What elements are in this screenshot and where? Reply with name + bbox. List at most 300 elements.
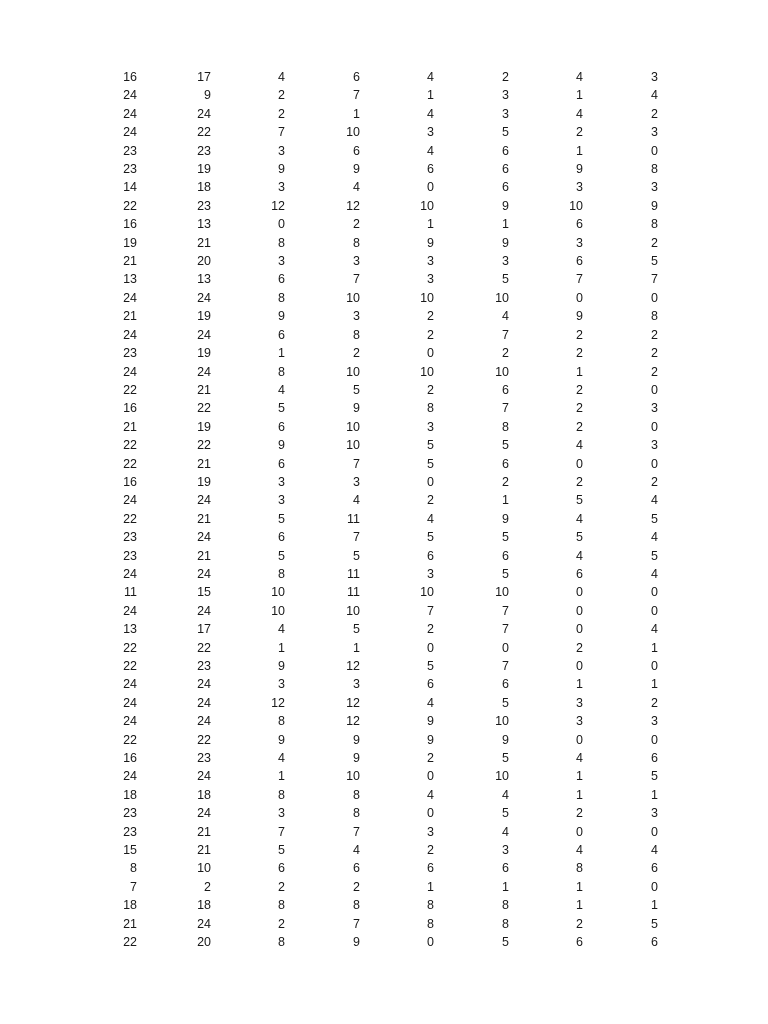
table-row xyxy=(97,473,658,491)
table-cell: 22 xyxy=(123,732,137,747)
table-cell: 8 xyxy=(427,916,434,931)
table-cell: 19 xyxy=(123,235,137,250)
table-row xyxy=(97,786,658,804)
table-cell: 3 xyxy=(353,677,360,692)
table-cell: 3 xyxy=(651,438,658,453)
table-cell: 2 xyxy=(502,70,509,84)
table-cell: 24 xyxy=(197,327,211,342)
table-row xyxy=(97,620,658,638)
table-cell: 22 xyxy=(197,732,211,747)
table-row xyxy=(97,436,658,454)
table-cell: 5 xyxy=(502,566,509,581)
table-cell: 2 xyxy=(204,879,211,894)
table-cell: 9 xyxy=(502,511,509,526)
table-cell: 5 xyxy=(651,511,658,526)
table-cell: 0 xyxy=(576,659,583,673)
table-cell: 3 xyxy=(651,180,658,195)
table-cell: 4 xyxy=(576,843,583,858)
table-cell: 3 xyxy=(427,419,434,434)
table-cell: 24 xyxy=(197,603,211,618)
table-cell: 4 xyxy=(576,70,583,84)
table-cell: 2 xyxy=(502,346,509,361)
table-cell: 9 xyxy=(427,732,434,747)
table-cell: 22 xyxy=(123,456,137,471)
table-cell: 22 xyxy=(123,511,137,526)
table-row xyxy=(97,933,658,951)
table-cell: 1 xyxy=(353,106,360,121)
table-row xyxy=(97,804,658,822)
table-cell: 6 xyxy=(576,935,583,950)
table-cell: 0 xyxy=(427,806,434,821)
table-cell: 24 xyxy=(197,769,211,784)
table-cell: 9 xyxy=(427,714,434,729)
table-cell: 3 xyxy=(576,714,583,729)
table-cell: 3 xyxy=(576,695,583,710)
table-cell: 7 xyxy=(353,456,360,471)
table-cell: 22 xyxy=(123,640,137,655)
table-cell: 3 xyxy=(576,235,583,250)
table-row xyxy=(97,381,658,399)
table-cell: 5 xyxy=(576,493,583,508)
table-cell: 9 xyxy=(278,732,285,747)
table-cell: 1 xyxy=(576,898,583,913)
table-cell: 6 xyxy=(502,382,509,397)
table-cell: 3 xyxy=(576,180,583,195)
table-cell: 10 xyxy=(346,125,360,140)
table-cell: 21 xyxy=(197,824,211,839)
table-cell: 8 xyxy=(427,401,434,416)
table-cell: 1 xyxy=(502,217,509,232)
table-cell: 10 xyxy=(271,603,285,618)
table-cell: 4 xyxy=(427,511,434,526)
table-cell: 24 xyxy=(123,88,137,103)
table-cell: 3 xyxy=(502,254,509,269)
table-cell: 11 xyxy=(347,585,360,600)
table-cell: 6 xyxy=(353,143,360,158)
table-row xyxy=(97,215,658,233)
table-cell: 2 xyxy=(651,106,658,121)
table-cell: 4 xyxy=(353,180,360,195)
table-row xyxy=(97,326,658,344)
table-cell: 1 xyxy=(651,898,658,913)
table-cell: 7 xyxy=(502,327,509,342)
table-cell: 12 xyxy=(346,659,360,673)
table-cell: 8 xyxy=(651,217,658,232)
table-cell: 2 xyxy=(651,474,658,489)
table-cell: 2 xyxy=(427,493,434,508)
table-row xyxy=(97,639,658,657)
table-cell: 20 xyxy=(197,935,211,950)
table-cell: 1 xyxy=(502,879,509,894)
table-cell: 7 xyxy=(502,622,509,637)
table-cell: 17 xyxy=(197,622,211,637)
table-cell: 9 xyxy=(576,162,583,177)
table-cell: 8 xyxy=(651,309,658,324)
table-cell: 3 xyxy=(353,309,360,324)
table-cell: 5 xyxy=(651,548,658,563)
table-cell: 10 xyxy=(495,769,509,784)
table-row xyxy=(97,915,658,933)
table-cell: 0 xyxy=(427,935,434,950)
table-cell: 23 xyxy=(123,806,137,821)
table-cell: 10 xyxy=(346,603,360,618)
table-cell: 21 xyxy=(197,235,211,250)
table-cell: 3 xyxy=(651,70,658,84)
table-cell: 10 xyxy=(420,364,434,379)
table-cell: 0 xyxy=(576,603,583,618)
table-cell: 6 xyxy=(502,180,509,195)
table-cell: 10 xyxy=(346,769,360,784)
table-row xyxy=(97,878,658,896)
table-row xyxy=(97,767,658,785)
table-cell: 8 xyxy=(427,898,434,913)
table-cell: 6 xyxy=(427,861,434,876)
table-cell: 1 xyxy=(576,879,583,894)
table-cell: 2 xyxy=(427,327,434,342)
table-cell: 14 xyxy=(123,180,137,195)
table-cell: 21 xyxy=(123,309,137,324)
table-cell: 23 xyxy=(197,198,211,213)
table-cell: 10 xyxy=(495,714,509,729)
table-cell: 2 xyxy=(576,125,583,140)
table-cell: 6 xyxy=(353,70,360,84)
table-cell: 8 xyxy=(278,714,285,729)
table-cell: 6 xyxy=(502,861,509,876)
table-cell: 5 xyxy=(502,751,509,766)
table-cell: 22 xyxy=(123,198,137,213)
table-cell: 13 xyxy=(197,272,211,287)
table-cell: 7 xyxy=(353,272,360,287)
table-cell: 7 xyxy=(353,824,360,839)
table-cell: 4 xyxy=(353,493,360,508)
table-cell: 2 xyxy=(651,695,658,710)
table-row xyxy=(97,731,658,749)
table-cell: 5 xyxy=(502,935,509,950)
table-row xyxy=(97,289,658,307)
table-cell: 4 xyxy=(576,751,583,766)
table-cell: 5 xyxy=(502,806,509,821)
table-cell: 2 xyxy=(278,916,285,931)
table-cell: 15 xyxy=(197,585,211,600)
table-cell: 2 xyxy=(576,474,583,489)
table-cell: 1 xyxy=(353,640,360,655)
table-cell: 0 xyxy=(278,217,285,232)
table-cell: 23 xyxy=(197,751,211,766)
table-cell: 24 xyxy=(123,566,137,581)
table-cell: 0 xyxy=(651,824,658,839)
table-cell: 19 xyxy=(197,162,211,177)
table-cell: 10 xyxy=(346,438,360,453)
table-cell: 24 xyxy=(123,290,137,305)
table-cell: 18 xyxy=(197,787,211,802)
table-row xyxy=(97,712,658,730)
table-cell: 5 xyxy=(502,695,509,710)
table-cell: 0 xyxy=(576,732,583,747)
table-cell: 2 xyxy=(353,346,360,361)
table-cell: 3 xyxy=(278,677,285,692)
table-cell: 15 xyxy=(123,843,137,858)
table-cell: 6 xyxy=(502,143,509,158)
table-cell: 5 xyxy=(427,530,434,545)
table-cell: 2 xyxy=(576,916,583,931)
table-cell: 7 xyxy=(353,916,360,931)
table-row xyxy=(97,455,658,473)
table-cell: 9 xyxy=(204,88,211,103)
table-cell: 13 xyxy=(123,622,137,637)
table-cell: 6 xyxy=(502,162,509,177)
table-cell: 2 xyxy=(427,309,434,324)
table-cell: 1 xyxy=(278,640,285,655)
table-row xyxy=(97,142,658,160)
table-cell: 5 xyxy=(502,438,509,453)
table-cell: 0 xyxy=(427,180,434,195)
table-cell: 3 xyxy=(502,106,509,121)
table-cell: 4 xyxy=(278,751,285,766)
table-cell: 7 xyxy=(278,824,285,839)
table-cell: 3 xyxy=(278,143,285,158)
table-row xyxy=(97,252,658,270)
table-row xyxy=(97,234,658,252)
table-row xyxy=(97,86,658,104)
table-cell: 4 xyxy=(427,143,434,158)
table-cell: 9 xyxy=(278,162,285,177)
table-cell: 24 xyxy=(197,106,211,121)
table-cell: 0 xyxy=(651,419,658,434)
table-cell: 7 xyxy=(576,272,583,287)
table-cell: 8 xyxy=(353,806,360,821)
table-cell: 0 xyxy=(651,879,658,894)
table-cell: 19 xyxy=(197,419,211,434)
table-cell: 5 xyxy=(353,382,360,397)
table-cell: 2 xyxy=(427,622,434,637)
table-cell: 18 xyxy=(197,180,211,195)
table-cell: 1 xyxy=(278,769,285,784)
table-row xyxy=(97,675,658,693)
table-cell: 2 xyxy=(576,419,583,434)
table-cell: 16 xyxy=(123,751,137,766)
table-cell: 0 xyxy=(651,732,658,747)
table-cell: 2 xyxy=(576,806,583,821)
table-cell: 8 xyxy=(502,419,509,434)
table-cell: 24 xyxy=(197,677,211,692)
table-cell: 7 xyxy=(278,125,285,140)
table-cell: 0 xyxy=(427,769,434,784)
table-cell: 10 xyxy=(420,290,434,305)
table-cell: 2 xyxy=(502,474,509,489)
table-cell: 4 xyxy=(576,511,583,526)
table-cell: 0 xyxy=(576,585,583,600)
table-cell: 6 xyxy=(427,677,434,692)
table-row xyxy=(97,583,658,601)
table-cell: 3 xyxy=(651,714,658,729)
table-cell: 21 xyxy=(123,254,137,269)
table-cell: 7 xyxy=(502,603,509,618)
table-cell: 9 xyxy=(278,659,285,673)
table-cell: 3 xyxy=(651,125,658,140)
table-cell: 5 xyxy=(502,530,509,545)
table-cell: 8 xyxy=(278,898,285,913)
table-cell: 2 xyxy=(427,751,434,766)
table-row xyxy=(97,363,658,381)
table-cell: 21 xyxy=(197,548,211,563)
table-cell: 2 xyxy=(576,382,583,397)
table-cell: 21 xyxy=(197,382,211,397)
table-cell: 7 xyxy=(353,88,360,103)
table-cell: 0 xyxy=(427,346,434,361)
table-cell: 2 xyxy=(278,88,285,103)
table-cell: 8 xyxy=(353,898,360,913)
table-cell: 24 xyxy=(123,327,137,342)
table-cell: 3 xyxy=(353,474,360,489)
table-cell: 22 xyxy=(123,935,137,950)
table-cell: 4 xyxy=(576,438,583,453)
table-cell: 23 xyxy=(123,548,137,563)
table-cell: 3 xyxy=(278,180,285,195)
table-row xyxy=(97,270,658,288)
table-cell: 8 xyxy=(130,861,137,876)
table-cell: 4 xyxy=(427,787,434,802)
table-row xyxy=(97,823,658,841)
table-cell: 0 xyxy=(576,456,583,471)
table-cell: 24 xyxy=(197,290,211,305)
table-cell: 5 xyxy=(502,125,509,140)
table-cell: 6 xyxy=(278,272,285,287)
table-cell: 1 xyxy=(278,346,285,361)
table-cell: 4 xyxy=(576,548,583,563)
table-cell: 4 xyxy=(278,622,285,637)
table-cell: 0 xyxy=(427,640,434,655)
table-cell: 2 xyxy=(353,217,360,232)
table-cell: 16 xyxy=(123,217,137,232)
table-cell: 24 xyxy=(123,677,137,692)
table-cell: 4 xyxy=(651,493,658,508)
table-cell: 21 xyxy=(123,916,137,931)
table-cell: 24 xyxy=(197,806,211,821)
table-cell: 9 xyxy=(651,198,658,213)
table-cell: 10 xyxy=(346,290,360,305)
table-row xyxy=(97,418,658,436)
table-cell: 11 xyxy=(347,566,360,581)
table-cell: 4 xyxy=(502,824,509,839)
table-cell: 4 xyxy=(427,106,434,121)
table-cell: 18 xyxy=(197,898,211,913)
table-cell: 2 xyxy=(651,364,658,379)
table-cell: 0 xyxy=(427,474,434,489)
table-cell: 10 xyxy=(569,198,583,213)
table-cell: 21 xyxy=(123,419,137,434)
table-cell: 3 xyxy=(427,254,434,269)
table-cell: 11 xyxy=(347,511,360,526)
table-cell: 2 xyxy=(576,401,583,416)
table-cell: 2 xyxy=(651,235,658,250)
table-cell: 17 xyxy=(197,70,211,84)
table-cell: 5 xyxy=(427,456,434,471)
table-row xyxy=(97,859,658,877)
table-cell: 23 xyxy=(123,530,137,545)
table-cell: 22 xyxy=(197,438,211,453)
table-cell: 24 xyxy=(197,695,211,710)
table-row xyxy=(97,694,658,712)
table-cell: 1 xyxy=(576,143,583,158)
table-cell: 19 xyxy=(197,474,211,489)
table-cell: 9 xyxy=(502,235,509,250)
table-cell: 5 xyxy=(353,622,360,637)
table-cell: 22 xyxy=(197,640,211,655)
table-cell: 5 xyxy=(651,916,658,931)
table-cell: 8 xyxy=(502,898,509,913)
table-cell: 1 xyxy=(427,88,434,103)
table-cell: 5 xyxy=(427,438,434,453)
table-cell: 0 xyxy=(651,456,658,471)
table-cell: 8 xyxy=(353,787,360,802)
table-cell: 5 xyxy=(278,401,285,416)
table-cell: 21 xyxy=(197,843,211,858)
table-cell: 5 xyxy=(278,511,285,526)
table-cell: 6 xyxy=(576,217,583,232)
table-cell: 9 xyxy=(353,401,360,416)
table-cell: 4 xyxy=(502,309,509,324)
table-cell: 0 xyxy=(502,640,509,655)
table-cell: 3 xyxy=(427,272,434,287)
table-cell: 1 xyxy=(427,217,434,232)
table-cell: 0 xyxy=(651,290,658,305)
table-cell: 1 xyxy=(502,493,509,508)
table-cell: 3 xyxy=(278,254,285,269)
table-cell: 4 xyxy=(278,70,285,84)
table-cell: 1 xyxy=(576,88,583,103)
table-cell: 1 xyxy=(651,787,658,802)
table-cell: 10 xyxy=(346,364,360,379)
table-cell: 7 xyxy=(651,272,658,287)
table-cell: 5 xyxy=(502,272,509,287)
table-cell: 8 xyxy=(278,566,285,581)
table-cell: 18 xyxy=(123,787,137,802)
table-cell: 11 xyxy=(124,585,137,600)
table-cell: 3 xyxy=(278,806,285,821)
table-cell: 3 xyxy=(427,566,434,581)
table-cell: 4 xyxy=(651,566,658,581)
table-row xyxy=(97,528,658,546)
table-cell: 6 xyxy=(502,677,509,692)
table-cell: 22 xyxy=(197,401,211,416)
table-cell: 24 xyxy=(123,695,137,710)
table-cell: 23 xyxy=(123,162,137,177)
table-cell: 8 xyxy=(502,916,509,931)
table-cell: 23 xyxy=(123,346,137,361)
table-cell: 9 xyxy=(353,935,360,950)
table-cell: 4 xyxy=(427,695,434,710)
table-cell: 3 xyxy=(278,474,285,489)
table-cell: 2 xyxy=(427,843,434,858)
table-cell: 16 xyxy=(123,70,137,84)
table-row xyxy=(97,491,658,509)
table-cell: 5 xyxy=(651,769,658,784)
table-cell: 2 xyxy=(651,346,658,361)
table-cell: 0 xyxy=(651,382,658,397)
table-cell: 1 xyxy=(576,769,583,784)
table-row xyxy=(97,105,658,123)
table-cell: 0 xyxy=(576,622,583,637)
table-cell: 6 xyxy=(427,548,434,563)
table-cell: 10 xyxy=(495,585,509,600)
table-row xyxy=(97,896,658,914)
table-cell: 16 xyxy=(123,474,137,489)
table-cell: 8 xyxy=(278,235,285,250)
table-cell: 5 xyxy=(427,659,434,673)
table-cell: 10 xyxy=(271,585,285,600)
table-cell: 6 xyxy=(651,935,658,950)
table-cell: 10 xyxy=(420,585,434,600)
